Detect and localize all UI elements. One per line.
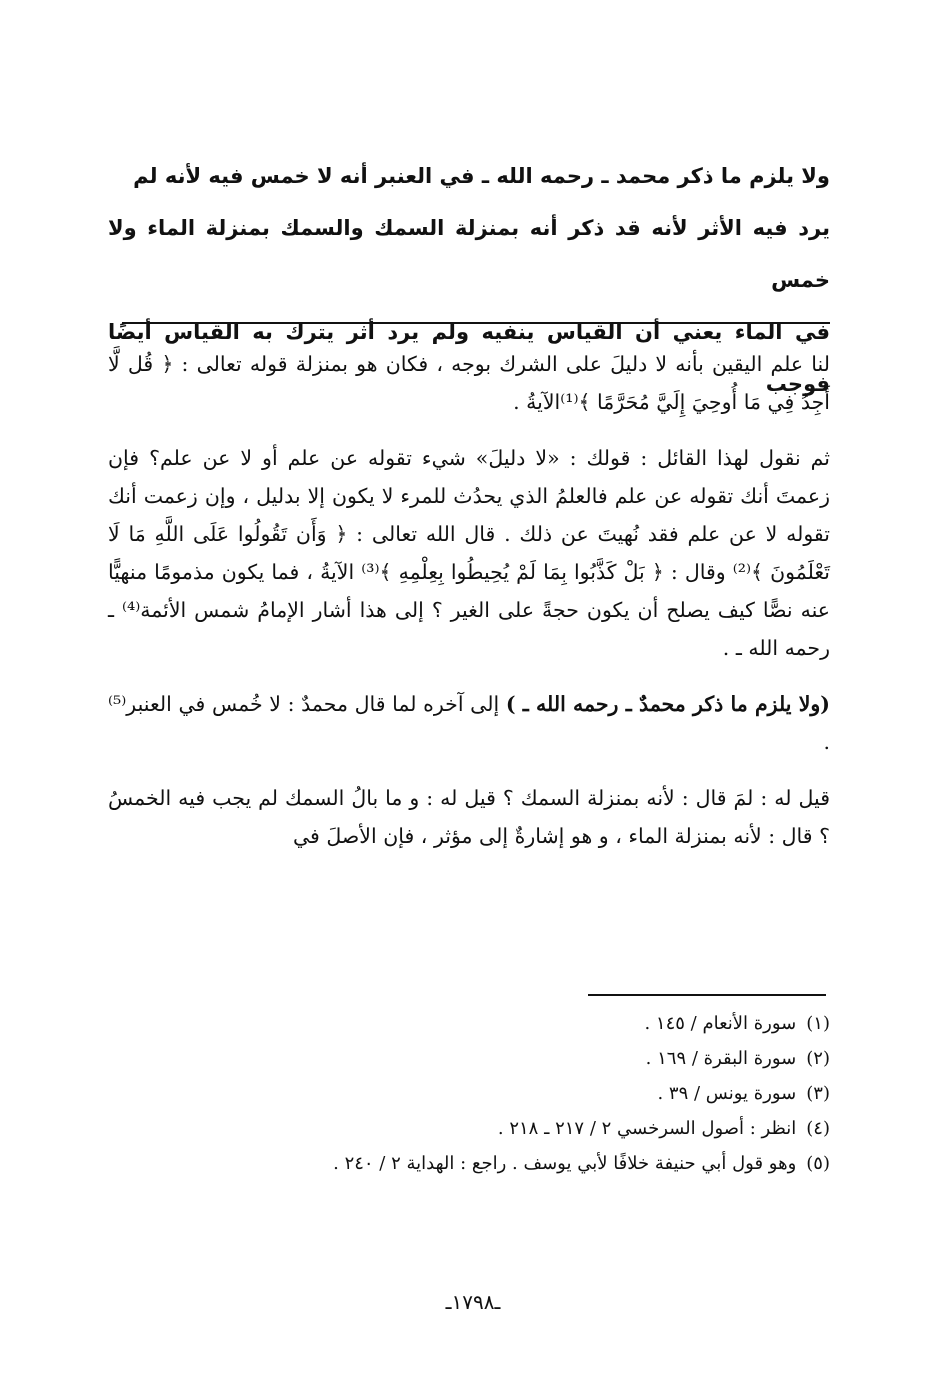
footnote (120, 1146, 830, 1181)
quoted-matn: (ولا يلزم ما ذكر محمدٌ ـ رحمه الله ـ ) (505, 692, 830, 716)
footnote-rule (588, 994, 826, 996)
matn-line: في الماء يعني أن القياس ينفيه ولم يرد أثر يترك به القياس أيضًا فوجب (108, 320, 830, 396)
footnote-number: (١) (806, 1013, 830, 1034)
footnote (120, 1041, 830, 1076)
footnote-text: سورة الأنعام / ١٤٥ . (644, 1013, 797, 1034)
footnote (120, 1111, 830, 1146)
footnote-number: (٤) (806, 1118, 830, 1139)
matn-line: يرد فيه الأثر لأنه قد ذكر أنه بمنزلة السمك والسمك بمنزلة الماء ولا خمس (108, 216, 830, 292)
commentary-text (108, 345, 830, 873)
footnote-text: سورة يونس / ٣٩ . (657, 1083, 797, 1104)
footnote (120, 1006, 830, 1041)
commentary-paragraph: لنا علم اليقين بأنه لا دليلَ على الشرك بوجه ، فكان هو بمنزلة قوله تعالى : ﴿ قُل لَّا أَجِدُ فِي مَا أُوحِيَ إِلَيَّ مُحَرَّمًا ﴾⁽¹⁾الآيةُ . (108, 352, 830, 414)
matn-line: ولا يلزم ما ذكر محمد ـ رحمه الله ـ في العنبر أنه لا خمس فيه لأنه لم (133, 164, 830, 188)
commentary-paragraph: قيل له : لمَ قال : لأنه بمنزلة السمك ؟ قيل له : و ما بالُ السمك لم يجب فيه الخمسُ ؟ قال : لأنه بمنزلة الماء ، و هو إشارةٌ إلى مؤثر ، فإن الأصلَ في (108, 786, 830, 848)
footnotes (120, 1006, 830, 1181)
commentary-paragraph: ثم نقول لهذا القائل : قولك : «لا دليلَ» شيء تقوله عن علم أو لا عن علم؟ فإن زعمتَ أنك تقوله عن علم فالعلمُ الذي يحدُث للمرء لا يكون إلا بدليل ، وإن زعمت أنك تقوله لا عن علم فقد نُهيتَ عن ذلك . قال الله تعالى : ﴿ وَأَن تَقُولُوا عَلَى اللَّهِ مَا لَا تَعْلَمُونَ ﴾⁽²⁾ وقال : ﴿ بَلْ كَذَّبُوا بِمَا لَمْ يُحِيطُوا بِعِلْمِهِ ﴾⁽³⁾ الآيةُ ، فما يكون مذمومًا منهيًّا عنه نصًّا كيف يصلح أن يكون حجةً على الغير ؟ إلى هذا أشار الإمامُ شمس الأئمة⁽⁴⁾ ـ رحمه الله ـ . (108, 446, 830, 660)
footnote-text: سورة البقرة / ١٦٩ . (645, 1048, 797, 1069)
page-number: ـ١٧٩٨ـ (445, 1290, 501, 1314)
commentary-text-span: إلى آخره لما قال محمدٌ : لا خُمس في العنبر⁽⁵⁾ . (108, 692, 830, 754)
footnote-number: (٢) (806, 1048, 830, 1069)
separator-rule (122, 322, 830, 324)
commentary-paragraph (108, 685, 830, 761)
footnote-text: انظر : أصول السرخسي ٢ / ٢١٧ ـ ٢١٨ . (497, 1118, 797, 1139)
footnote-number: (٥) (806, 1153, 830, 1174)
footnote (120, 1076, 830, 1111)
footnote-number: (٣) (806, 1083, 830, 1104)
footnote-text: وهو قول أبي حنيفة خلافًا لأبي يوسف . راجع : الهداية ٢ / ٢٤٠ . (333, 1153, 797, 1174)
